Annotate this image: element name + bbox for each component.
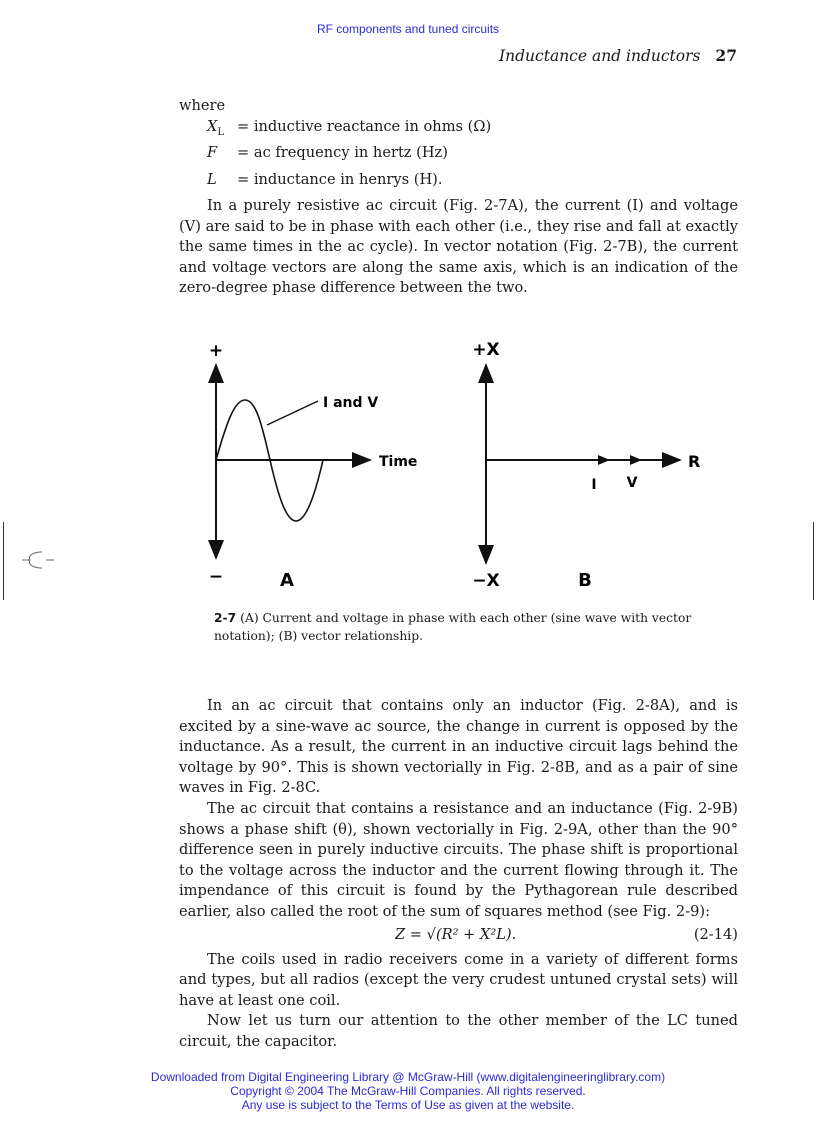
footer-terms[interactable]: Any use is subject to the Terms of Use as given at the website. bbox=[241, 1098, 575, 1112]
running-title: Inductance and inductors bbox=[499, 47, 701, 65]
definition-text: = inductive reactance in ohms (Ω) bbox=[237, 117, 492, 135]
plus-label: + bbox=[208, 341, 224, 361]
definition-symbol: $X_L$ bbox=[207, 117, 225, 138]
current-vector-arrow bbox=[598, 455, 610, 465]
equation-number: (2-14) bbox=[693, 925, 738, 943]
wave-label: I and V bbox=[323, 395, 379, 411]
equation: Z = √(R² + X²L). bbox=[395, 925, 517, 943]
body-paragraph-1: In an ac circuit that contains only an inductor (Fig. 2-8A), and is excited by a sine-wave ac source, the change in current is opposed by the inductance. As a result, the current in an inductive circuit lags behind the voltage by 90°. This is shown vectorially in Fig. 2-8B, and as a pair of sine waves in Fig. 2-8C. bbox=[179, 697, 738, 797]
v-label: V bbox=[626, 475, 638, 491]
footer-download-link[interactable]: Downloaded from Digital Engineering Library @ McGraw-Hill (www.digitalengineeringlibrary.com) bbox=[150, 1070, 666, 1084]
r-label: R bbox=[688, 452, 701, 471]
panel-letter-a: A bbox=[280, 570, 294, 591]
equation-row bbox=[179, 923, 738, 950]
figure-caption bbox=[214, 610, 714, 645]
panel-a bbox=[209, 341, 418, 591]
source-link[interactable]: RF components and tuned circuits bbox=[316, 22, 500, 36]
right-edge-line bbox=[813, 522, 814, 600]
time-label: Time bbox=[379, 454, 418, 470]
minus-label: − bbox=[208, 567, 224, 587]
page-number: 27 bbox=[715, 46, 737, 65]
definition-symbol: F bbox=[207, 144, 218, 162]
voltage-vector-arrow bbox=[630, 455, 642, 465]
body-paragraph-4: Now let us turn our attention to the other member of the LC tuned circuit, the capacitor. bbox=[179, 1012, 738, 1050]
caption-text: (A) Current and voltage in phase with each other (sine wave with vector notation); (B) vector relationship. bbox=[214, 611, 692, 643]
left-edge-line bbox=[3, 522, 4, 600]
body-paragraph-3: The coils used in radio receivers come in a variety of different forms and types, but all radios (except the very crudest untuned crystal sets) will have at least one coil. bbox=[179, 950, 738, 1009]
panel-letter-b: B bbox=[578, 570, 592, 591]
registration-mark bbox=[22, 552, 54, 568]
definition-text: = ac frequency in hertz (Hz) bbox=[237, 144, 448, 162]
body-paragraph-2: The ac circuit that contains a resistance and an inductance (Fig. 2-9B) shows a phase shift (θ), shown vectorially in Fig. 2-9A, other than the 90° difference seen in purely inductive circuits. The phase shift is proportional to the voltage across the inductor and the current flowing through it. The impendance of this circuit is found by the Pythagorean rule described earlier, also called the root of the sum of squares method (see Fig. 2-9): bbox=[179, 799, 738, 920]
body-block bbox=[179, 696, 738, 1053]
minus-x-label: −X bbox=[472, 571, 500, 591]
definition-text: = inductance in henrys (H). bbox=[237, 170, 443, 188]
footer-copyright: Copyright © 2004 The McGraw-Hill Companies. All rights reserved. bbox=[230, 1084, 586, 1098]
plus-x-label: +X bbox=[472, 340, 500, 360]
panel-b bbox=[472, 340, 700, 591]
caption-number: 2-7 bbox=[214, 611, 237, 625]
wave-label-leader bbox=[267, 401, 318, 425]
intro-paragraph: In a purely resistive ac circuit (Fig. 2-7A), the current (I) and voltage (V) are said to be in phase with each other (i.e., they rise and fall at exactly the same times in the ac cycle). In vector notation (Fig. 2-7B), the current and voltage vectors are along the same axis, which is an indication of the zero-degree phase difference between the two. bbox=[179, 197, 738, 297]
i-label: I bbox=[591, 477, 597, 493]
definition-symbol: L bbox=[207, 170, 217, 188]
where-label: where bbox=[179, 97, 226, 114]
footer bbox=[0, 1070, 816, 1112]
